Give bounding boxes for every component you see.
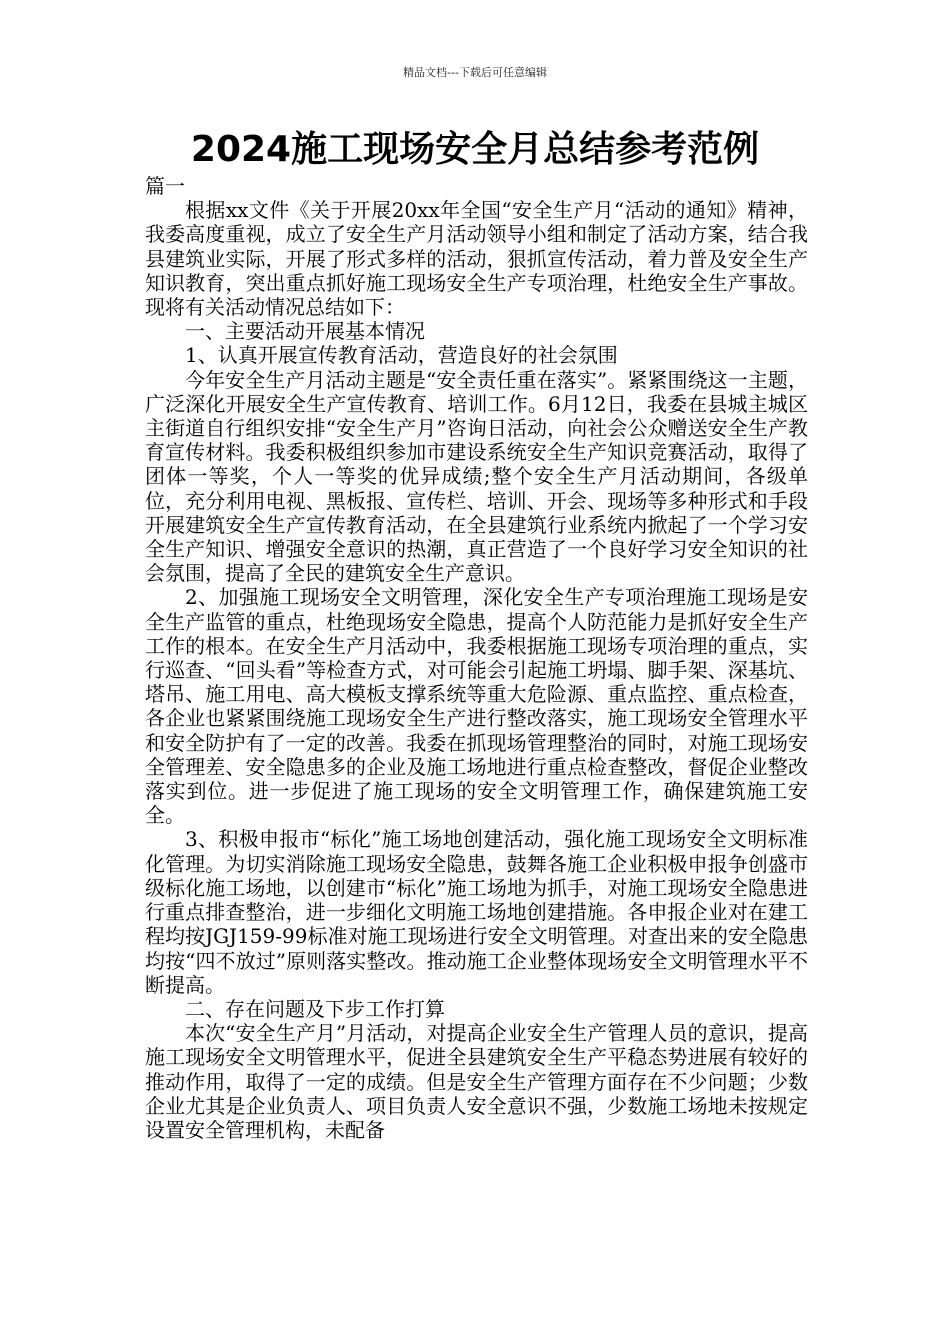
page-header-note: 精品文档---下载后可任意编辑 [403, 66, 547, 79]
paragraph-publicity-education: 今年安全生产月活动主题是“安全责任重在落实”。紧紧围绕这一主题，广泛深化开展安全生产宣传教育、培训工作。6月12日，我委在县城主城区主街道自行组织安排“安全生产月”咨询日活动，向社会公众赠送安全生产教育宣传材料。我委积极组织参加市建设系统安全生产知识竞赛活动，取得了团体一等奖，个人一等奖的优异成绩;整个安全生产月活动期间，各级单位，充分利用电视、黑板报、宣传栏、培训、开会、现场等多种形式和手段开展建筑安全生产宣传教育活动，在全县建筑行业系统内掀起了一个学习安全生产知识、增强安全意识的热潮，真正营造了一个良好学习安全知识的社会氛围，提高了全民的建筑安全生产意识。 [145, 367, 808, 586]
paragraph-site-management: 2、加强施工现场安全文明管理，深化安全生产专项治理施工现场是安全生产监管的重点，杜绝现场安全隐患，提高个人防范能力是抓好安全生产工作的根本。在安全生产月活动中，我委根据施工现场专项治理的重点，实行巡查、“回头看”等检查方式，对可能会引起施工坍塌、脚手架、深基坑、塔吊、施工用电、高大模板支撑系统等重大危险源、重点监控、重点检查，各企业也紧紧围绕施工现场安全生产进行整改落实，施工现场安全管理水平和安全防护有了一定的改善。我委在抓现场管理整治的同时，对施工现场安全管理差、安全隐患多的企业及施工场地进行重点检查整改，督促企业整改落实到位。进一步促进了施工现场的安全文明管理工作，确保建筑施工安全。 [145, 585, 808, 828]
document-body [145, 174, 808, 1142]
heading-main-activities: 一、主要活动开展基本情况 [185, 319, 425, 344]
paragraph-standardization: 3、积极申报市“标化”施工场地创建活动，强化施工现场安全文明标准化管理。为切实消除施工现场安全隐患，鼓舞各施工企业积极申报争创盛市级标化施工场地，以创建市“标化”施工场地为抓手，对施工现场安全隐患进行重点排查整治，进一步细化文明施工场地创建措施。各申报企业对在建工程均按JGJ159-99标准对施工现场进行安全文明管理。对查出来的安全隐患均按“四不放过”原则落实整改。推动施工企业整体现场安全文明管理水平不断提高。 [145, 827, 808, 997]
paragraph-intro: 根据xx文件《关于开展20xx年全国“安全生产月“活动的通知》精神，我委高度重视，成立了安全生产月活动领导小组和制定了活动方案，结合我县建筑业实际，开展了形式多样的活动，狠抓宣传活动，着力普及安全生产知识教育，突出重点抓好施工现场安全生产专项治理，杜绝安全生产事故。现将有关活动情况总结如下： [145, 198, 808, 320]
paragraph-problems: 本次“安全生产月”月活动，对提高企业安全生产管理人员的意识，提高施工现场安全文明管理水平，促进全县建筑安全生产平稳态势进展有较好的推动作用，取得了一定的成绩。但是安全生产管理方面存在不少问题；少数企业尤其是企业负责人、项目负责人安全意识不强，少数施工场地未按规定设置安全管理机构，未配备 [145, 1021, 808, 1142]
heading-problems-next-steps: 二、存在问题及下步工作打算 [185, 996, 445, 1021]
document-title: 2024施工现场安全月总结参考范例 [190, 129, 760, 170]
section-label: 篇一 [145, 174, 185, 198]
subheading-publicity-education: 1、认真开展宣传教育活动，营造良好的社会氛围 [185, 343, 618, 368]
